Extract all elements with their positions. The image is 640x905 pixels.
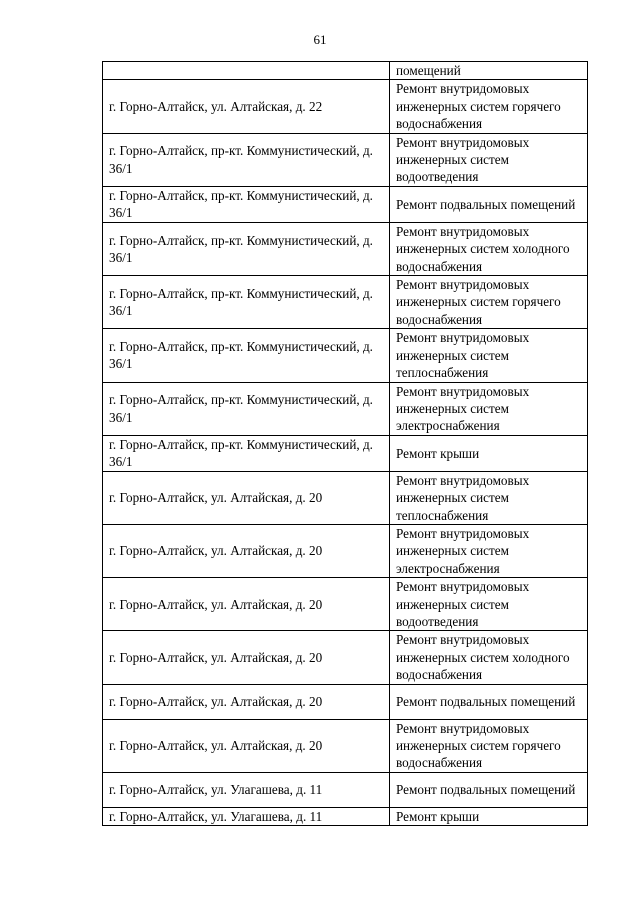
address-cell [103,62,390,80]
table-row [103,133,588,186]
table-row [103,435,588,471]
address-cell: г. Горно-Алтайск, ул. Алтайская, д. 20 [103,719,390,772]
address-cell: г. Горно-Алтайск, ул. Алтайская, д. 20 [103,578,390,631]
work-type-cell: Ремонт внутридомовых инженерных систем горячего водоснабжения [390,276,588,329]
table-row [103,772,588,807]
table-row [103,62,588,80]
work-type-cell: Ремонт внутридомовых инженерных систем холодного водоснабжения [390,631,588,684]
work-type-cell: Ремонт подвальных помещений [390,186,588,222]
table-row [103,631,588,684]
table-row [103,807,588,825]
address-cell: г. Горно-Алтайск, пр-кт. Коммунистический, д. 36/1 [103,276,390,329]
work-type-cell: Ремонт крыши [390,435,588,471]
address-cell: г. Горно-Алтайск, ул. Алтайская, д. 20 [103,471,390,524]
table-row [103,382,588,435]
work-type-cell: Ремонт подвальных помещений [390,772,588,807]
work-type-cell: Ремонт внутридомовых инженерных систем горячего водоснабжения [390,80,588,133]
table-row [103,684,588,719]
address-cell: г. Горно-Алтайск, пр-кт. Коммунистический, д. 36/1 [103,186,390,222]
address-cell: г. Горно-Алтайск, пр-кт. Коммунистический, д. 36/1 [103,222,390,275]
address-cell: г. Горно-Алтайск, ул. Алтайская, д. 20 [103,524,390,577]
table-row [103,329,588,382]
repair-schedule-table [102,61,588,826]
address-cell: г. Горно-Алтайск, пр-кт. Коммунистический, д. 36/1 [103,133,390,186]
work-type-cell: Ремонт внутридомовых инженерных систем теплоснабжения [390,471,588,524]
table-row [103,719,588,772]
work-type-cell: Ремонт внутридомовых инженерных систем водоотведения [390,133,588,186]
work-type-cell: Ремонт внутридомовых инженерных систем теплоснабжения [390,329,588,382]
table-row [103,222,588,275]
work-type-cell: Ремонт внутридомовых инженерных систем холодного водоснабжения [390,222,588,275]
work-type-cell: Ремонт внутридомовых инженерных систем горячего водоснабжения [390,719,588,772]
table-row [103,578,588,631]
address-cell: г. Горно-Алтайск, пр-кт. Коммунистический, д. 36/1 [103,435,390,471]
table-body [103,62,588,826]
address-cell: г. Горно-Алтайск, ул. Улагашева, д. 11 [103,807,390,825]
table-row [103,471,588,524]
work-type-cell: Ремонт подвальных помещений [390,684,588,719]
work-type-cell: Ремонт крыши [390,807,588,825]
address-cell: г. Горно-Алтайск, ул. Алтайская, д. 22 [103,80,390,133]
table-row [103,80,588,133]
address-cell: г. Горно-Алтайск, пр-кт. Коммунистический, д. 36/1 [103,329,390,382]
address-cell: г. Горно-Алтайск, ул. Алтайская, д. 20 [103,631,390,684]
work-type-cell: Ремонт внутридомовых инженерных систем электроснабжения [390,524,588,577]
address-cell: г. Горно-Алтайск, ул. Алтайская, д. 20 [103,684,390,719]
address-cell: г. Горно-Алтайск, пр-кт. Коммунистический, д. 36/1 [103,382,390,435]
table-row [103,524,588,577]
table-row [103,186,588,222]
address-cell: г. Горно-Алтайск, ул. Улагашева, д. 11 [103,772,390,807]
work-type-cell: Ремонт внутридомовых инженерных систем водоотведения [390,578,588,631]
page-number: 61 [313,32,327,47]
work-type-cell: Ремонт внутридомовых инженерных систем электроснабжения [390,382,588,435]
work-type-cell: помещений [390,62,588,80]
table-row [103,276,588,329]
